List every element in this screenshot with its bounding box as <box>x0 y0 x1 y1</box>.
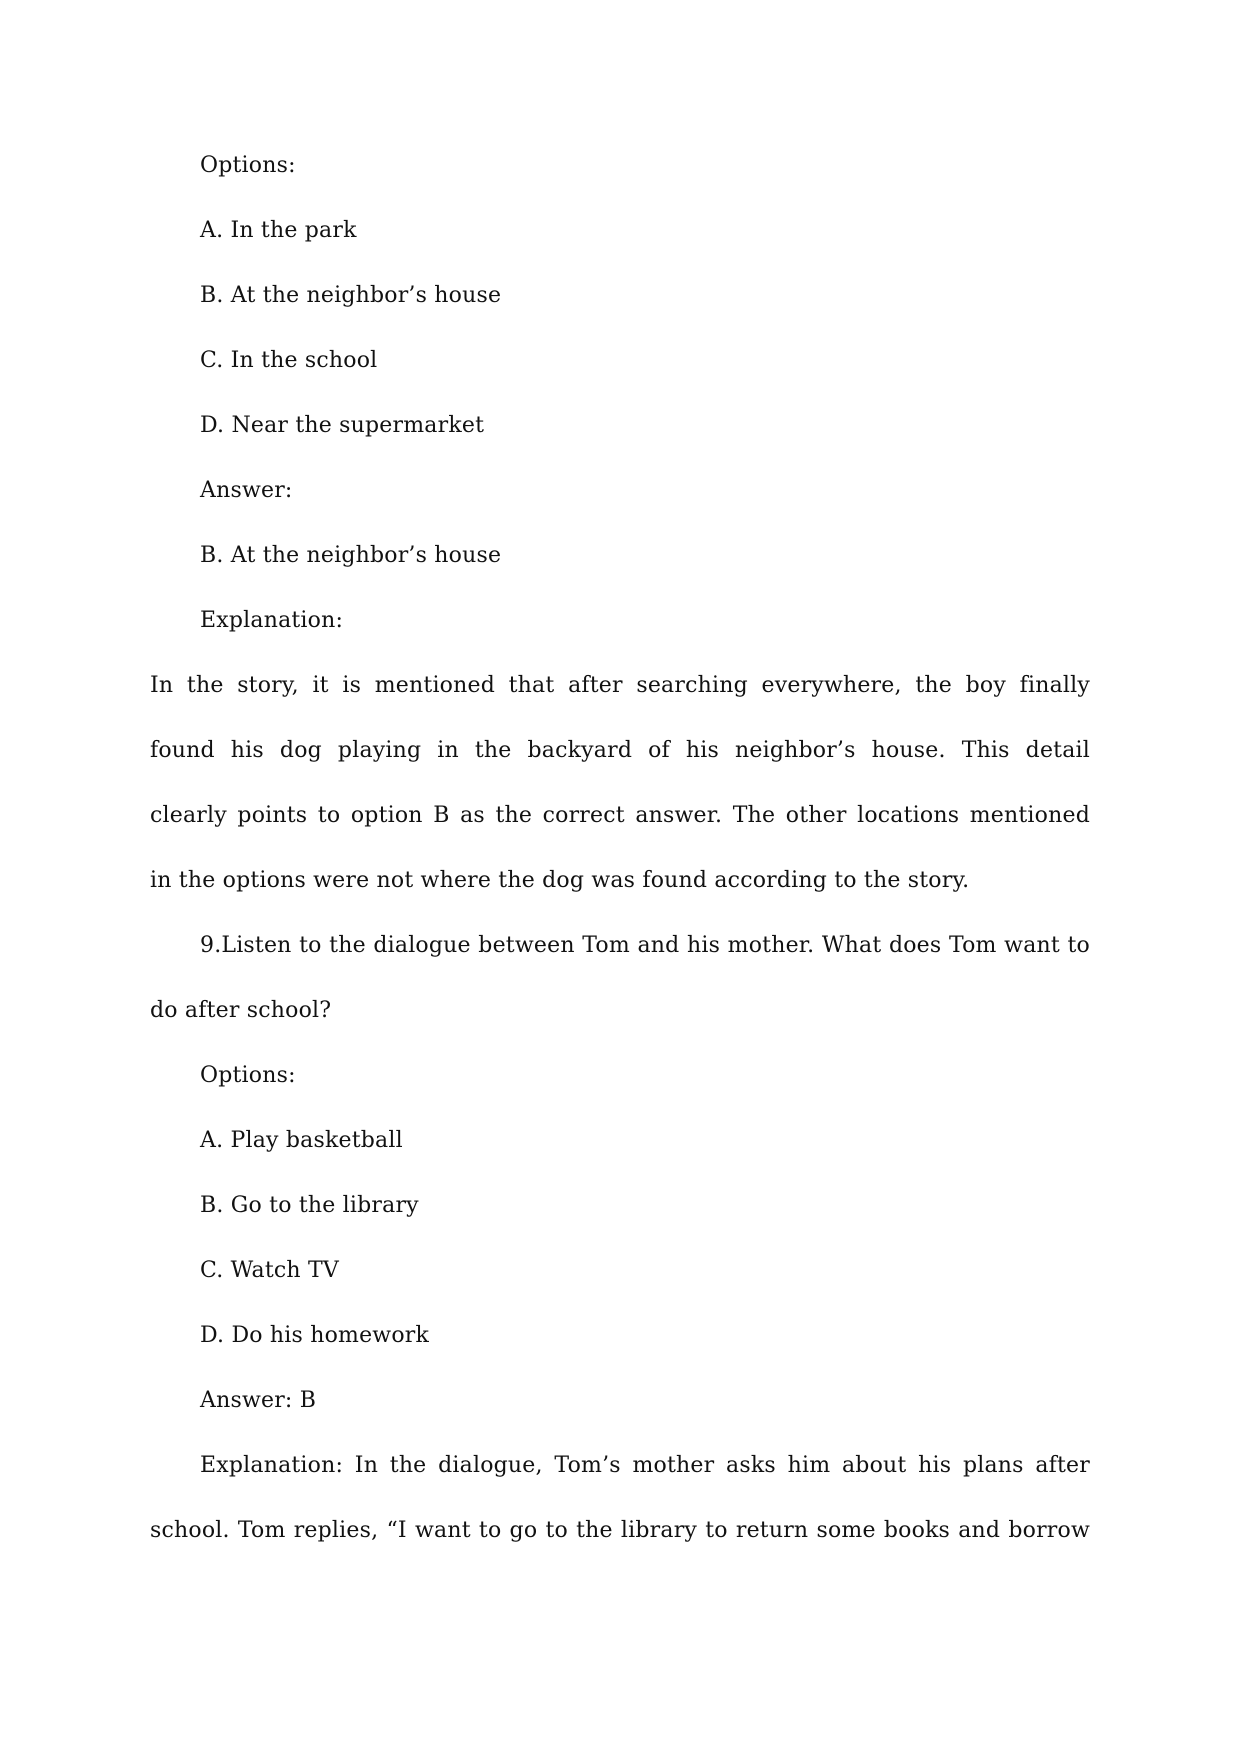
option-c: C. Watch TV <box>200 1258 339 1283</box>
question-9-text-continued: do after school? <box>150 998 332 1023</box>
option-b: B. At the neighbor’s house <box>200 283 502 308</box>
option-d: D. Near the supermarket <box>200 413 485 438</box>
explanation-label: Explanation: <box>200 608 344 633</box>
options-label: Options: <box>200 153 296 178</box>
options-label: Options: <box>200 1063 296 1088</box>
option-b: B. Go to the library <box>200 1193 419 1218</box>
answer-value: B. At the neighbor’s house <box>200 543 502 568</box>
explanation-line: school. Tom replies, “I want to go to the library to return some books and borrow <box>150 1518 1090 1543</box>
answer-label: Answer: <box>200 478 293 503</box>
explanation-line: In the story, it is mentioned that after searching everywhere, the boy finally <box>150 673 1090 698</box>
explanation-line: in the options were not where the dog was found according to the story. <box>150 868 970 893</box>
option-c: C. In the school <box>200 348 378 373</box>
option-a: A. In the park <box>200 218 357 243</box>
explanation-line: Explanation: In the dialogue, Tom’s mother asks him about his plans after <box>200 1453 1090 1478</box>
answer-line: Answer: B <box>200 1388 317 1413</box>
explanation-line: clearly points to option B as the correct answer. The other locations mentioned <box>150 803 1090 828</box>
explanation-line: found his dog playing in the backyard of his neighbor’s house. This detail <box>150 738 1090 763</box>
option-a: A. Play basketball <box>200 1128 403 1153</box>
option-d: D. Do his homework <box>200 1323 430 1348</box>
question-9-text: 9.Listen to the dialogue between Tom and his mother. What does Tom want to <box>200 933 1090 958</box>
